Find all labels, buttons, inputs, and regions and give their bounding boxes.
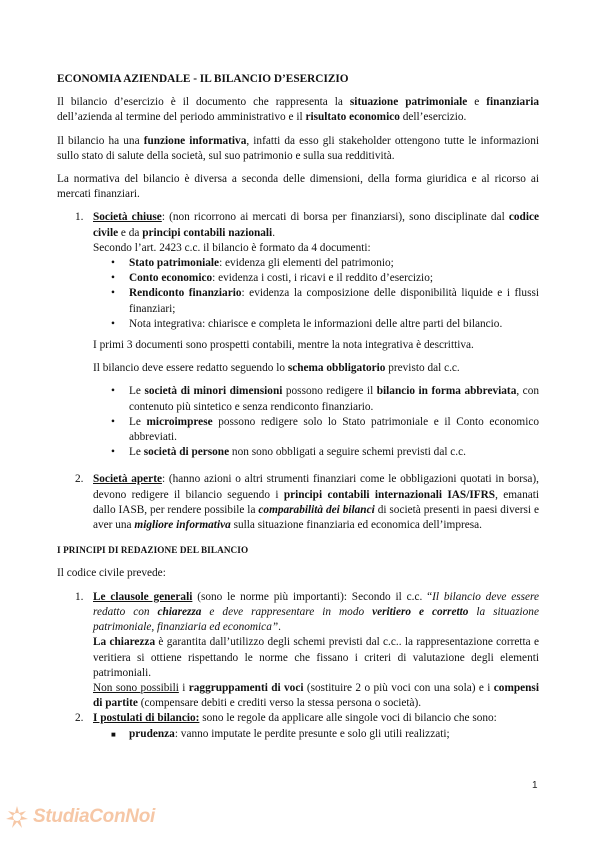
- list-number: 1.: [75, 590, 84, 603]
- numbered-list-principles: [57, 590, 539, 742]
- text-run: : (non ricorrono ai mercati di borsa per finanziarsi), sono disciplinate dal: [161, 211, 509, 224]
- italic-run: Il bilancio deve essere redatto con: [93, 590, 540, 618]
- text-run: , con contenuto più sintetico e senza rendiconto finanziario.: [129, 385, 539, 413]
- bold-term: società di minori dimensioni: [144, 385, 283, 398]
- bold-term: Stato patrimoniale: [129, 257, 220, 270]
- list-item-text: [93, 711, 539, 726]
- text-run: (compensare debiti e crediti verso la stessa persona o società).: [137, 697, 422, 710]
- watermark-logo: [4, 798, 155, 836]
- text-run: Il bilancio d’esercizio è il documento che rappresenta la: [57, 96, 350, 109]
- clarity-paragraph: [93, 635, 539, 681]
- text-run: : (hanno azioni o altri strumenti finanziari come le obbligazioni quotati in borsa), devono redigere il bilancio seguendo i: [93, 473, 539, 501]
- list-item-open-companies: [57, 472, 539, 533]
- bold-term: funzione informativa: [143, 134, 247, 147]
- page-title: ECONOMIA AZIENDALE - IL BILANCIO D’ESERCIZIO: [57, 73, 349, 85]
- text-run: sulla situazione finanziaria ed economica dell’impresa.: [230, 519, 483, 532]
- italic-run: e deve rappresentare in modo: [201, 605, 373, 618]
- note-paragraph-2: [93, 361, 539, 376]
- bullet-item: [93, 317, 539, 332]
- bold-term: codice civile: [93, 211, 540, 239]
- list-item-general-clauses: [57, 590, 539, 712]
- logo-text: StudiaConNoi: [33, 806, 155, 827]
- bold-term: principi contabili internazionali IAS/IFRS: [283, 488, 496, 501]
- text-run: Il bilancio deve essere redatto seguendo lo: [93, 362, 288, 375]
- bold-term: società di persone: [143, 446, 230, 459]
- text-run: e da: [118, 226, 143, 239]
- bold-term: raggruppamenti di voci: [188, 681, 304, 694]
- bullet-dot-icon: •: [111, 257, 115, 270]
- section-intro: Il codice civile prevede:: [57, 567, 166, 580]
- text-run: Le: [129, 415, 147, 428]
- bullet-item: [93, 384, 539, 414]
- text-run: Le: [129, 446, 144, 459]
- bullet-dot-icon: •: [111, 446, 115, 459]
- text-run: : evidenza la composizione delle disponibilità liquide e i flussi finanziari;: [129, 287, 539, 315]
- list-item-text: [93, 472, 539, 533]
- bold-italic-term: veritiero e corretto: [372, 605, 469, 618]
- document-body: [57, 72, 539, 742]
- text-run: : evidenza i costi, i ricavi e il reddito d’esercizio;: [212, 272, 433, 285]
- text-run: possono redigere solo lo Stato patrimoniale e il Conto economico abbreviati.: [129, 415, 539, 444]
- text-run: , emanati dallo IASB, per rendere possibile la: [93, 488, 540, 516]
- section-heading: I PRINCIPI DI REDAZIONE DEL BILANCIO: [57, 545, 249, 556]
- bold-term: finanziaria: [486, 96, 539, 109]
- intro-paragraph-3: La normativa del bilancio è diversa a seconda delle dimensioni, della forma giuridica e al ricorso ai mercati finanziari.: [57, 173, 539, 201]
- text-run: (sono le norme più importanti): Secondo il c.c. “: [192, 590, 433, 603]
- bullet-dot-icon: •: [111, 317, 115, 330]
- underlined-text: Non sono possibili: [93, 681, 179, 694]
- bold-term: microimprese: [146, 415, 213, 428]
- text-run: .: [278, 621, 281, 634]
- bullet-dot-icon: •: [111, 287, 115, 300]
- bullet-item: [93, 286, 539, 316]
- bullet-item: [93, 256, 539, 271]
- bullet-list-documents: [93, 256, 539, 332]
- list-item-postulates: [57, 711, 539, 741]
- text-run: previsto dal c.c.: [385, 362, 460, 375]
- text-run: non sono obbligati a seguire schemi previsti dal c.c.: [229, 446, 466, 459]
- bullet-dot-icon: •: [111, 385, 115, 398]
- bullet-item: [93, 445, 539, 460]
- not-allowed-paragraph: [93, 681, 539, 711]
- text-run: Le: [129, 385, 145, 398]
- bold-term: schema obbligatorio: [287, 362, 386, 375]
- text-run: possono redigere il: [282, 385, 377, 398]
- text-run: i: [178, 681, 189, 694]
- bold-term: compensi di partite: [93, 681, 539, 710]
- bold-italic-term: migliore informativa: [134, 519, 231, 532]
- note-paragraph-1: I primi 3 documenti sono prospetti contabili, mentre la nota integrativa è descrittiva.: [93, 339, 474, 352]
- text-run: Nota integrativa: chiarisce e completa le informazioni delle altre parti del bilancio.: [129, 317, 503, 330]
- numbered-list-companies: [57, 210, 539, 533]
- bold-term: Conto economico: [129, 272, 213, 285]
- text-run: dell’esercizio.: [399, 111, 467, 124]
- bold-term: risultato economico: [305, 111, 400, 124]
- text-run: : vanno imputate le perdite presunte e solo gli utili realizzati;: [174, 727, 450, 740]
- bullet-item: [93, 727, 539, 742]
- text-run: Il bilancio ha una: [57, 134, 144, 147]
- square-bullet-icon: ■: [111, 729, 116, 739]
- text-run: , infatti da esso gli stakeholder ottengono tutte le informazioni sullo stato di salute della società, sul suo patrimonio e sulla sua redditività.: [57, 134, 539, 162]
- text-run: è garantita dall’utilizzo degli schemi previsti dal c.c.. la rappresentazione corretta e veritiera si ottiene rispettando le norme che fissano i criteri di valutazione degli elementi patrimoniali.: [93, 636, 539, 679]
- underlined-heading: Società chiuse: [93, 211, 162, 224]
- bullet-list-company-types: [93, 384, 539, 460]
- underlined-heading: Società aperte: [93, 473, 162, 486]
- bold-term: Rendiconto finanziario: [129, 287, 242, 300]
- italic-run: la situazione patrimoniale, finanziaria ed economica”: [93, 605, 539, 634]
- list-number: 1.: [75, 211, 84, 224]
- text-run: di società presenti in paesi diversi e aver una: [93, 503, 539, 532]
- underlined-heading: Le clausole generali: [93, 590, 193, 603]
- bullet-dot-icon: •: [111, 415, 115, 428]
- list-number: 2.: [75, 712, 84, 725]
- text-run: sono le regole da applicare alle singole voci di bilancio che sono:: [199, 712, 497, 725]
- bullet-dot-icon: •: [111, 272, 115, 285]
- intro-paragraph-2: [57, 134, 539, 164]
- list-item-closed-companies: [57, 210, 539, 460]
- text-run: (sostituire 2 o più voci con una sola) e i: [303, 681, 494, 694]
- text-run: dell’azienda al termine del periodo amministrativo e il: [57, 111, 306, 124]
- list-item-text: [93, 210, 539, 240]
- intro-paragraph-1: [57, 95, 539, 125]
- text-run: .: [272, 226, 276, 239]
- bold-italic-term: comparabilità dei bilanci: [258, 503, 375, 516]
- bold-term: La chiarezza: [93, 636, 156, 649]
- bold-term: prudenza: [129, 727, 175, 740]
- bold-italic-term: chiarezza: [157, 605, 202, 618]
- underlined-heading: I postulati di bilancio:: [93, 712, 200, 725]
- text-run: e: [467, 96, 487, 109]
- page-number: 1: [532, 780, 538, 791]
- list-number: 2.: [75, 473, 84, 486]
- studiaconnoi-logo-icon: [4, 804, 30, 830]
- bold-term: bilancio in forma abbreviata: [376, 385, 517, 398]
- bold-term: situazione patrimoniale: [349, 96, 468, 109]
- list-item-line: Secondo l’art. 2423 c.c. il bilancio è formato da 4 documenti:: [93, 241, 371, 254]
- bullet-list-postulates: [93, 727, 539, 742]
- bullet-item: [93, 415, 539, 445]
- bold-term: principi contabili nazionali: [142, 226, 273, 239]
- bullet-item: [93, 271, 539, 286]
- list-item-text: [93, 590, 539, 636]
- text-run: : evidenza gli elementi del patrimonio;: [219, 257, 394, 270]
